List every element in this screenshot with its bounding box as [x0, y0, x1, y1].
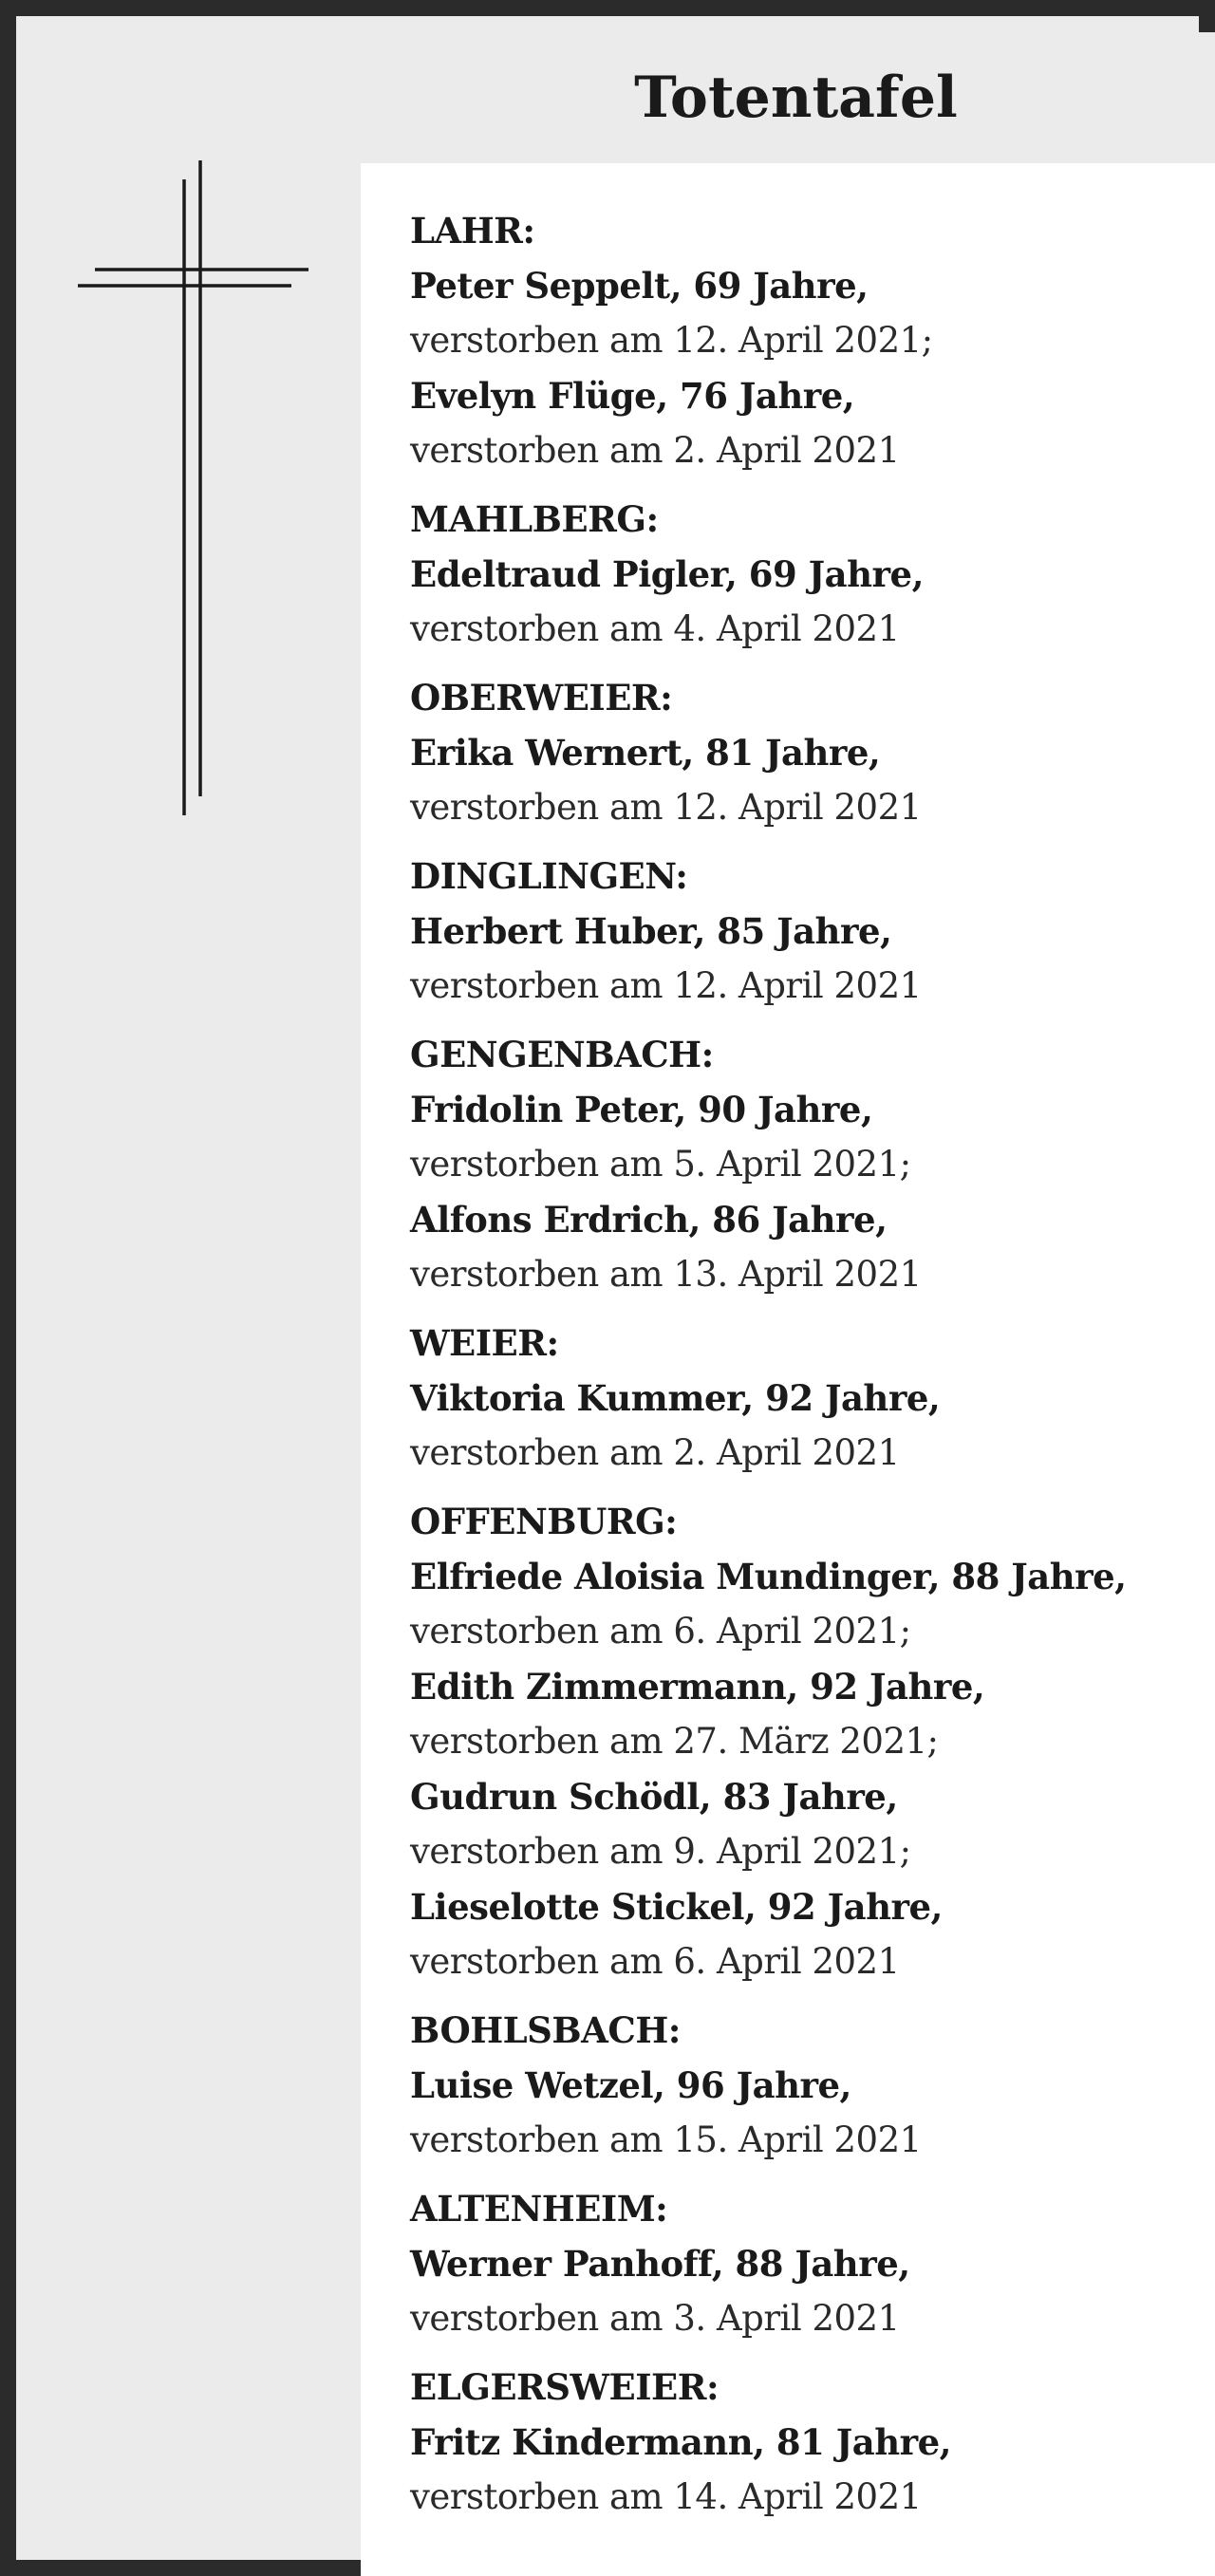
deceased-name: Fritz Kindermann, 81 Jahre,: [410, 2421, 952, 2463]
place-heading: DINGLINGEN:: [410, 855, 688, 897]
death-date: verstorben am 14. April 2021: [410, 2476, 922, 2517]
deceased-name: Alfons Erdrich, 86 Jahre,: [410, 1199, 888, 1241]
place-section: [410, 2181, 1215, 2346]
deceased-name: Edeltraud Pigler, 69 Jahre,: [410, 553, 924, 595]
deceased-name: Lieselotte Stickel, 92 Jahre,: [410, 1886, 943, 1928]
place-section: [410, 1027, 1215, 1302]
deceased-name: Herbert Huber, 85 Jahre,: [410, 910, 892, 952]
place-heading: LAHR:: [410, 210, 535, 252]
deceased-name: Gudrun Schödl, 83 Jahre,: [410, 1776, 898, 1818]
place-section: [410, 2360, 1215, 2525]
death-date: verstorben am 6. April 2021;: [410, 1611, 911, 1652]
death-date: verstorben am 12. April 2021: [410, 787, 922, 828]
death-date: verstorben am 12. April 2021;: [410, 320, 933, 361]
death-date: verstorben am 2. April 2021: [410, 430, 900, 471]
death-date: verstorben am 5. April 2021;: [410, 1144, 911, 1185]
place-section: [410, 492, 1215, 657]
death-date: verstorben am 6. April 2021: [410, 1941, 900, 1982]
obituary-list: [361, 163, 1215, 2576]
deceased-name: Elfriede Aloisia Mundinger, 88 Jahre,: [410, 1556, 1127, 1597]
death-date: verstorben am 2. April 2021: [410, 1432, 900, 1473]
place-heading: WEIER:: [410, 1322, 559, 1364]
death-date: verstorben am 3. April 2021: [410, 2298, 900, 2339]
deceased-name: Peter Seppelt, 69 Jahre,: [410, 265, 869, 307]
death-date: verstorben am 9. April 2021;: [410, 1831, 911, 1872]
place-heading: MAHLBERG:: [410, 498, 659, 540]
place-heading: BOHLSBACH:: [410, 2009, 681, 2051]
place-section: [410, 203, 1215, 478]
place-heading: GENGENBACH:: [410, 1034, 714, 1075]
place-heading: OFFENBURG:: [410, 1501, 678, 1542]
death-date: verstorben am 15. April 2021: [410, 2119, 922, 2160]
place-heading: ALTENHEIM:: [410, 2188, 668, 2230]
death-date: verstorben am 27. März 2021;: [410, 1721, 939, 1762]
deceased-name: Fridolin Peter, 90 Jahre,: [410, 1089, 873, 1130]
deceased-name: Edith Zimmermann, 92 Jahre,: [410, 1666, 985, 1708]
place-section: [410, 1316, 1215, 1481]
deceased-name: Evelyn Flüge, 76 Jahre,: [410, 375, 855, 417]
death-date: verstorben am 12. April 2021: [410, 965, 922, 1006]
deceased-name: Viktoria Kummer, 92 Jahre,: [410, 1377, 941, 1419]
deceased-name: Luise Wetzel, 96 Jahre,: [410, 2064, 851, 2106]
place-heading: OBERWEIER:: [410, 677, 673, 719]
place-section: [410, 1494, 1215, 1989]
death-date: verstorben am 4. April 2021: [410, 608, 900, 649]
deceased-name: Erika Wernert, 81 Jahre,: [410, 732, 881, 774]
deceased-name: Werner Panhoff, 88 Jahre,: [410, 2243, 910, 2285]
place-heading: ELGERSWEIER:: [410, 2366, 720, 2408]
cross-icon: [78, 160, 315, 815]
place-section: [410, 670, 1215, 835]
page-title: Totentafel: [634, 65, 958, 131]
title-bar: [32, 32, 1215, 163]
death-date: verstorben am 13. April 2021: [410, 1254, 922, 1295]
place-section: [410, 849, 1215, 1014]
place-section: [410, 2003, 1215, 2168]
